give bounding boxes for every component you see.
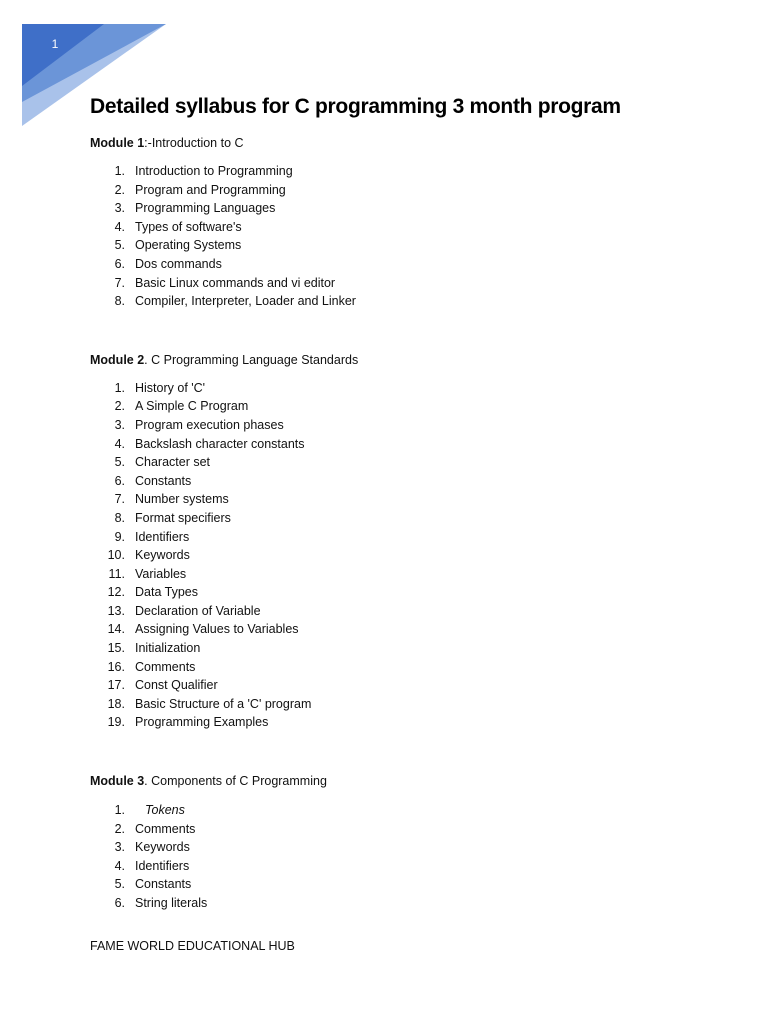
footer-text: FAME WORLD EDUCATIONAL HUB <box>90 938 295 953</box>
module-separator: . <box>144 352 152 367</box>
list-item: 6. Constants <box>114 473 192 488</box>
list-item: 4. Backslash character constants <box>114 436 305 451</box>
list-item: 11. Variables <box>108 566 187 581</box>
list-item: 4. Types of software's <box>114 219 242 234</box>
module-heading <box>90 351 730 369</box>
list-item: 3. Program execution phases <box>114 417 284 432</box>
topic-list <box>90 801 730 913</box>
list-item: 16. Comments <box>107 659 196 674</box>
list-item: 2. Comments <box>114 821 196 836</box>
list-item: 1. History of 'C' <box>114 380 206 395</box>
list-item: 1. Introduction to Programming <box>114 164 293 178</box>
list-item: 5. Operating Systems <box>114 238 242 253</box>
list-item: 2. A Simple C Program <box>114 399 249 414</box>
module-label: Module 1 <box>90 136 145 150</box>
module-name: C Programming Language Standards <box>151 352 359 367</box>
list-item: 6. String literals <box>114 896 208 910</box>
list-item: 6. Dos commands <box>114 256 222 271</box>
module-label: Module 2 <box>90 352 145 367</box>
topic-list <box>90 379 730 732</box>
document-body <box>90 92 730 955</box>
list-item: 7. Number systems <box>114 492 229 507</box>
list-item: 9. Identifiers <box>114 529 190 544</box>
module-name: Components of C Programming <box>151 774 327 789</box>
list-item: 10. Keywords <box>107 548 190 563</box>
list-item: 2. Program and Programming <box>114 182 286 197</box>
page-title: Detailed syllabus for C programming 3 month program <box>90 95 621 118</box>
module-separator: :- <box>144 136 152 150</box>
list-item: 8. Format specifiers <box>114 510 231 525</box>
list-item: 12. Data Types <box>107 585 199 600</box>
list-item: 13. Declaration of Variable <box>107 603 261 618</box>
list-item: 17. Const Qualifier <box>107 678 218 693</box>
module-label: Module 3 <box>90 774 145 789</box>
list-item: 19. Programming Examples <box>107 715 269 730</box>
list-item: 18. Basic Structure of a 'C' program <box>107 696 312 711</box>
list-item: 3. Programming Languages <box>114 201 276 216</box>
list-item: 3. Keywords <box>114 840 190 855</box>
list-item: 5. Character set <box>114 455 211 470</box>
list-item: 15. Initialization <box>107 641 201 656</box>
list-item: 7. Basic Linux commands and vi editor <box>114 275 336 290</box>
topic-list <box>90 162 730 311</box>
page-number: 1 <box>51 37 59 51</box>
list-item: 14. Assigning Values to Variables <box>107 622 299 637</box>
list-item: 8. Compiler, Interpreter, Loader and Linker <box>114 294 356 309</box>
module-heading <box>90 772 730 790</box>
module-heading <box>90 134 730 152</box>
module-name: Introduction to C <box>151 136 244 150</box>
list-item: 5. Constants <box>114 877 192 892</box>
list-item: 1. Tokens <box>114 803 185 818</box>
module-separator: . <box>144 774 152 789</box>
list-item: 4. Identifiers <box>114 858 190 873</box>
